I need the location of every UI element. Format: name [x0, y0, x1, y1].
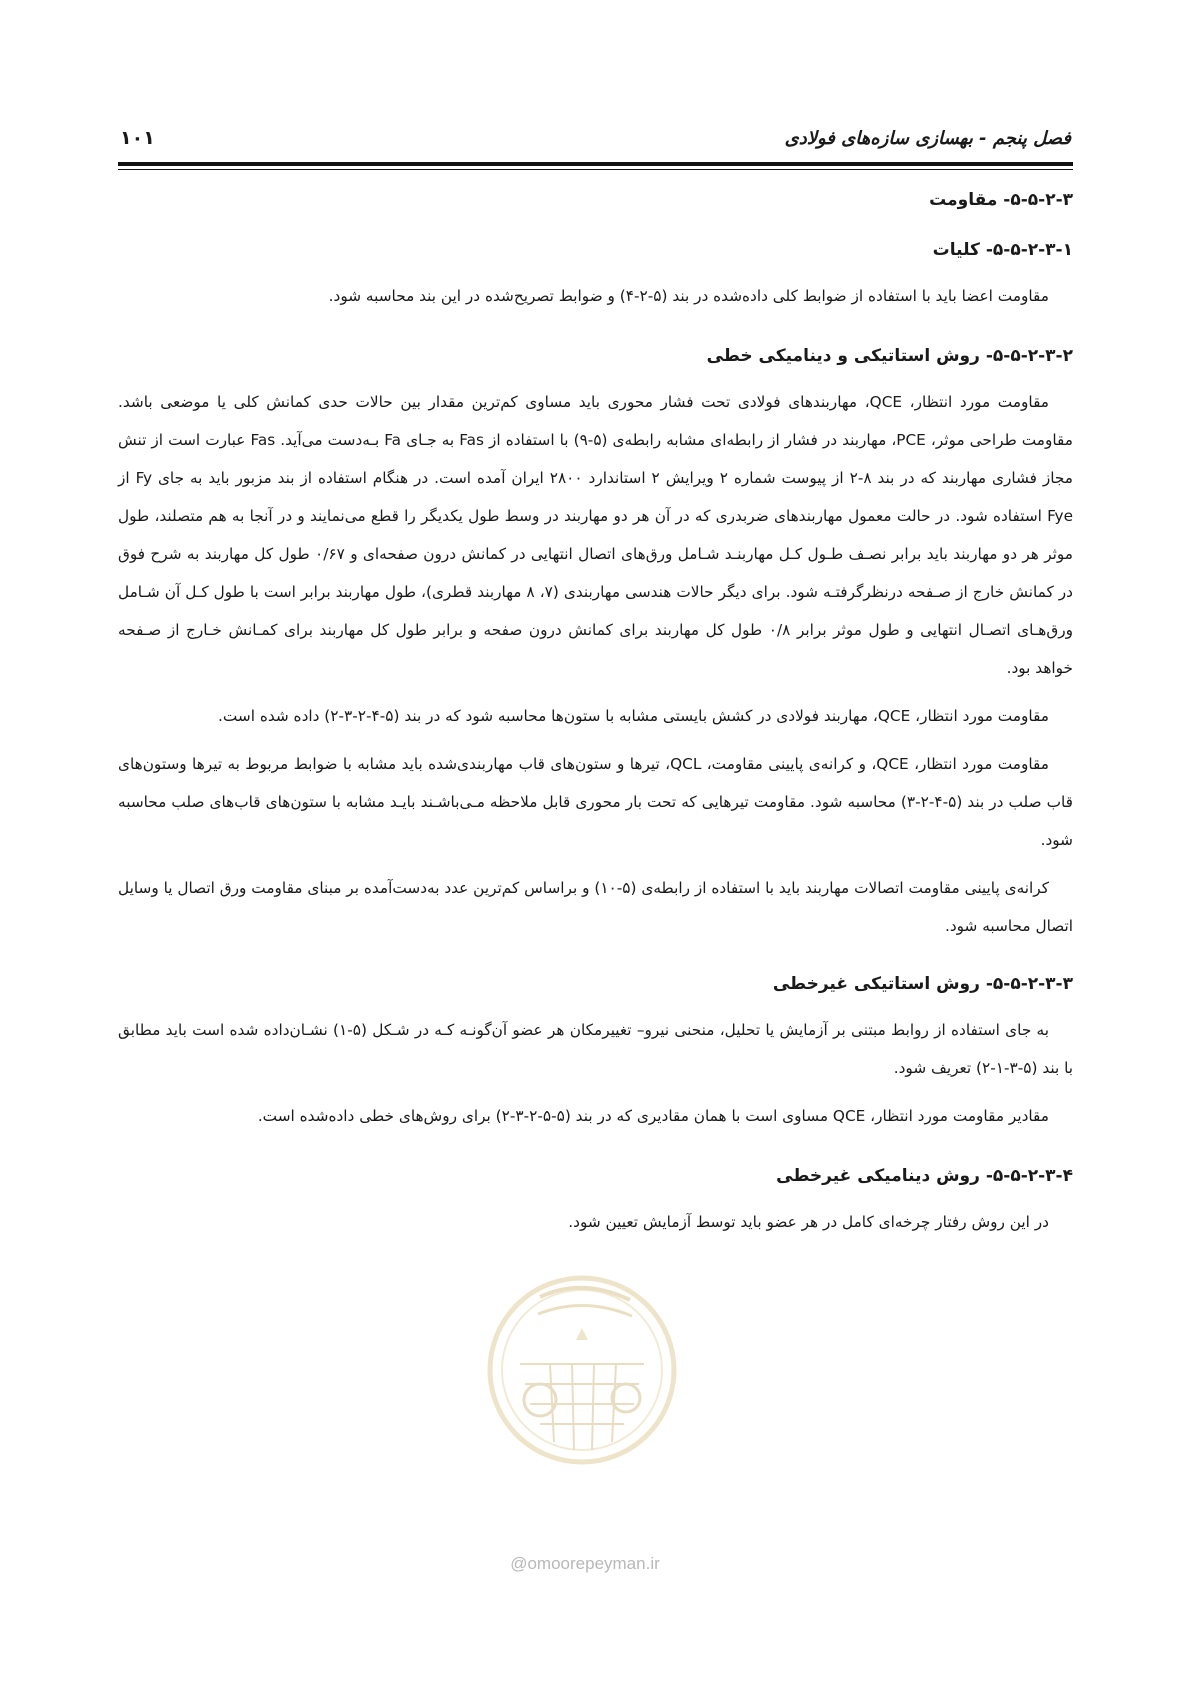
running-header — [120, 118, 1071, 158]
paragraph-nonlinear-static-2: مقادیر مقاومت مورد انتظار، QCE مساوی است با همان مقادیری که در بند (۵-۵-۲-۳-۲) برای روش‌های خطی داده‌شده است. — [257, 1107, 1049, 1125]
header-rule — [118, 162, 1073, 166]
watermark-logo — [480, 1252, 685, 1492]
paragraph-general: مقاومت اعضا باید با استفاده از ضوابط کلی داده‌شده در بند (۵-۲-۴) و ضوابط تصریح‌شده در این بند محاسبه شود. — [328, 287, 1049, 305]
heading-general: ۵-۵-۲-۳-۱- کلیات — [932, 240, 1073, 260]
paragraph-linear-4: کرانه‌ی پایینی مقاومت اتصالات مهاربند باید با استفاده از رابطه‌ی (۵-۱۰) و براساس کم‌ترین عدد به‌دست‌آمده بر مبنای مقاومت ورق اتصال یا وسایل اتصال محاسبه شود. — [118, 879, 1073, 935]
paragraph-linear-3: مقاومت مورد انتظار، QCE، و کرانه‌ی پایینی مقاومت، QCL، تیرها و ستون‌های قاب مهاربندی‌شده باید مشابه با ضوابط مربوط به تیرها وستون‌های قاب صلب در بند (۵-۴-۲-۳) محاسبه شود. مقاومت تیرهایی که تحت بار محوری قابل ملاحظه مـی‌باشـند بایـد مشابه با ستون‌های قاب‌های صلب محاسبه شود. — [118, 755, 1073, 849]
watermark-site: @omoorepeyman.ir — [510, 1554, 660, 1573]
heading-nonlinear-dynamic: ۵-۵-۲-۳-۴- روش دینامیکی غیرخطی — [776, 1166, 1073, 1186]
paragraph-nonlinear-static-1: به جای استفاده از روابط مبتنی بر آزمایش یا تحلیل، منحنی نیرو– تغییرمکان هر عضو آن‌گونـه کـه در شـکل (۵-۱) نشـان‌داده شده است باید مطابق با بند (۵-۳-۱-۲) تعریف شود. — [118, 1021, 1073, 1077]
paragraph-nonlinear-dynamic: در این روش رفتار چرخه‌ای کامل در هر عضو باید توسط آزمایش تعیین شود. — [568, 1213, 1049, 1231]
paragraph-linear-2: مقاومت مورد انتظار، QCE، مهاربند فولادی در کشش بایستی مشابه با ستون‌ها محاسبه شود که در بند (۵-۴-۲-۳-۲) داده شده است. — [218, 707, 1049, 725]
chapter-title: فصل پنجم - بهسازی سازه‌های فولادی — [784, 127, 1071, 149]
page-number: ۱۰۱ — [120, 127, 155, 149]
paragraph-linear-1: مقاومت مورد انتظار، QCE، مهاربندهای فولادی تحت فشار محوری باید مساوی کم‌ترین مقدار بین حالات حدی کمانش کلی یا موضعی باشد. مقاومت طراحی موثر، PCE، مهاربند در فشار از رابطه‌ای مشابه رابطه‌ی (۵-۹) با استفاده از Fas به جـای Fa بـه‌دست می‌آید. Fas عبارت است از تنش مجاز فشاری مهاربند که در بند ۸-۲ از پیوست شماره ۲ ویرایش ۲ استاندارد ۲۸۰۰ ایران آمده است. در هنگام استفاده از بند مزبور باید به جای Fy از Fye استفاده شود. در حالت معمول مهاربندهای ضربدری که در آن هر دو مهاربند در وسط طول یکدیگر را قطع می‌نمایند و در آنجا به هم متصلند، طول موثر هر دو مهاربند باید برابر نصـف طـول کـل مهاربنـد شـامل ورق‌های اتصال انتهایی در کمانش درون صفحه‌ای و ۰/۶۷ طول کل مهاربند به شرح فوق در کمانش خارج از صـفحه درنظرگرفتـه شود. برای دیگر حالات هندسی مهاربندی (۷، ۸ مهاربند قطری)، طول مهاربند برابر است با طول کـل آن شـامل ورق‌هـای اتصـال انتهایی و طول موثر برابر ۰/۸ طول کل مهاربند برای کمانش درون صفحه و برابر طول کل مهاربند برای کمـانش خـارج از صـفحه خواهد بود. — [118, 393, 1073, 677]
heading-strength: ۵-۵-۲-۳- مقاومت — [929, 190, 1073, 210]
heading-nonlinear-static: ۵-۵-۲-۳-۳- روش استاتیکی غیرخطی — [772, 974, 1073, 994]
page-content — [118, 185, 1073, 1241]
header-rule-thin — [118, 169, 1073, 170]
heading-linear-methods: ۵-۵-۲-۳-۲- روش استاتیکی و دینامیکی خطی — [706, 346, 1073, 366]
